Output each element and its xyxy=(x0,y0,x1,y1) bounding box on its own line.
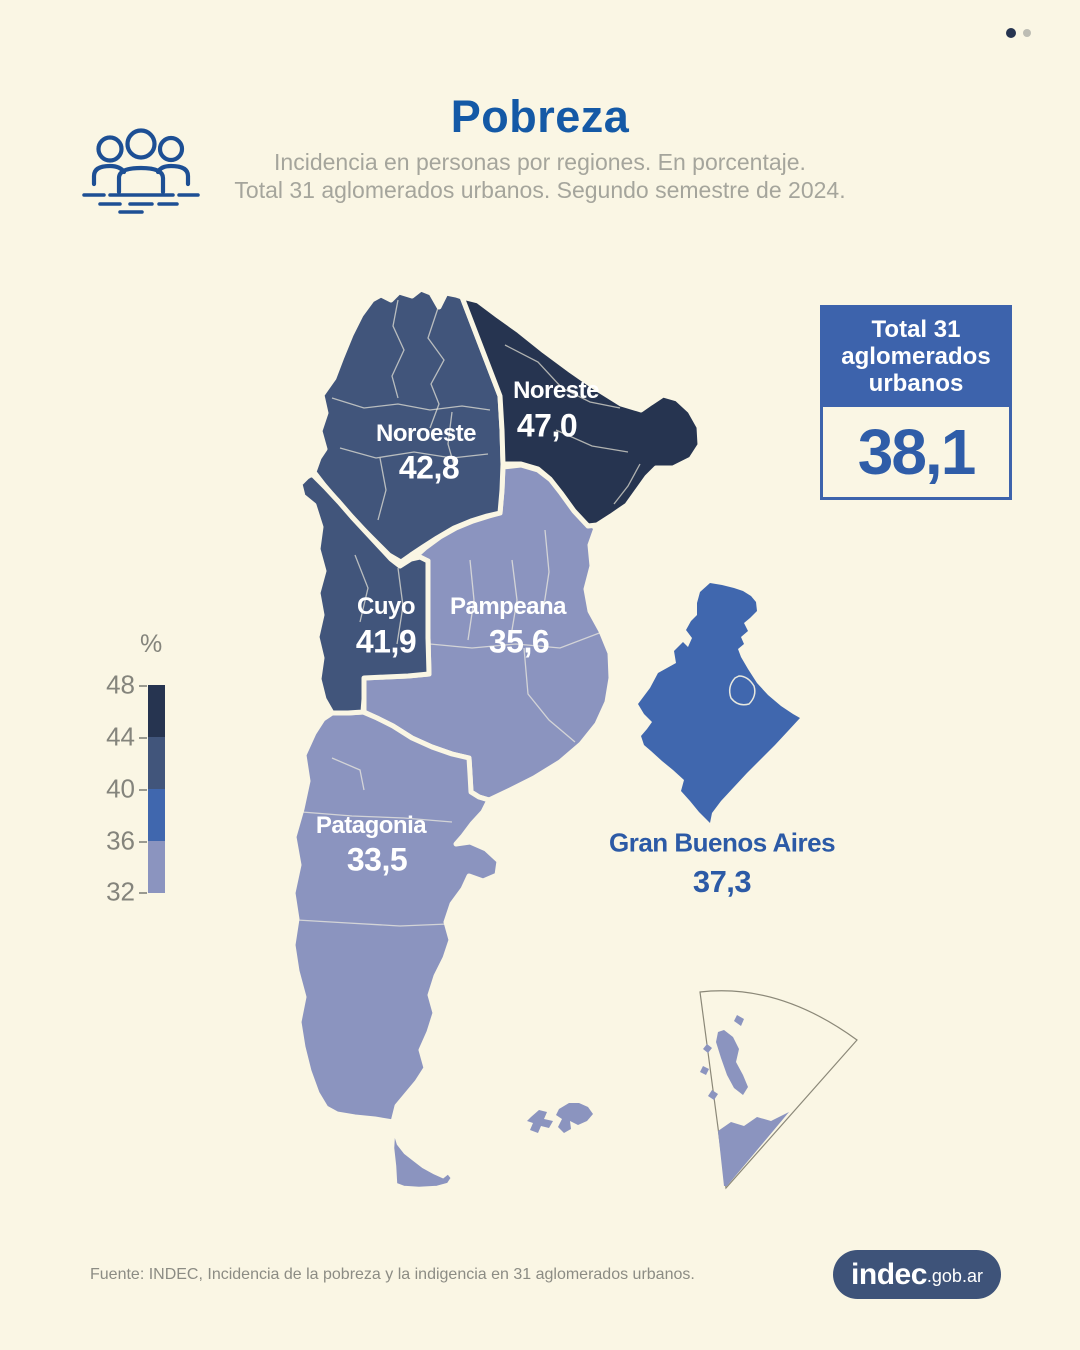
legend-unit-label: % xyxy=(140,630,163,658)
region-label-cuyo: Cuyo xyxy=(357,593,415,620)
region-label-noroeste: Noroeste xyxy=(375,420,477,447)
legend-tick-32: 32 xyxy=(106,876,135,907)
malvinas-islands-shape xyxy=(527,1103,593,1133)
legend-tick-44: 44 xyxy=(106,721,135,752)
region-value-noroeste: 42,8 xyxy=(398,449,460,486)
source-note: Fuente: INDEC, Incidencia de la pobreza y la indigencia en 31 aglomerados urbanos. xyxy=(90,1266,695,1283)
indec-logo-suffix: .gob.ar xyxy=(926,1266,983,1286)
region-gba-shape xyxy=(638,583,800,823)
indec-logo-text: indec xyxy=(851,1257,927,1291)
legend-tick-48: 48 xyxy=(106,669,135,700)
legend-seg-40-44 xyxy=(148,737,165,789)
region-patagonia-shape xyxy=(293,712,499,1122)
region-value-gba: 37,3 xyxy=(692,864,752,899)
legend-seg-36-40 xyxy=(148,789,165,841)
total-box-label: Total 31 aglomerados urbanos xyxy=(823,308,1009,407)
subtitle-line-2: Total 31 aglomerados urbanos. Segundo semestre de 2024. xyxy=(234,177,846,203)
region-label-noreste: Noreste xyxy=(513,377,599,404)
region-label-patagonia: Patagonia xyxy=(315,812,427,839)
antarctic-sector-inset xyxy=(700,991,857,1188)
region-value-pampeana: 35,6 xyxy=(488,623,550,660)
page-title: Pobreza xyxy=(450,91,630,142)
legend-tick-36: 36 xyxy=(106,825,135,856)
legend-seg-32-36 xyxy=(148,841,165,893)
subtitle-line-1: Incidencia en personas por regiones. En porcentaje. xyxy=(274,149,806,175)
region-value-cuyo: 41,9 xyxy=(355,623,417,660)
tierra-del-fuego-shape xyxy=(393,1131,452,1188)
region-value-noreste: 47,0 xyxy=(516,407,578,444)
region-label-pampeana: Pampeana xyxy=(449,593,567,620)
region-label-gba: Gran Buenos Aires xyxy=(608,827,836,858)
total-box xyxy=(820,305,1012,500)
legend-color-bar xyxy=(148,685,165,893)
indec-logo xyxy=(833,1250,1001,1299)
legend-tick-40: 40 xyxy=(106,773,135,804)
legend-seg-44-48 xyxy=(148,685,165,737)
total-box-value: 38,1 xyxy=(857,416,975,488)
region-value-patagonia: 33,5 xyxy=(346,841,408,878)
